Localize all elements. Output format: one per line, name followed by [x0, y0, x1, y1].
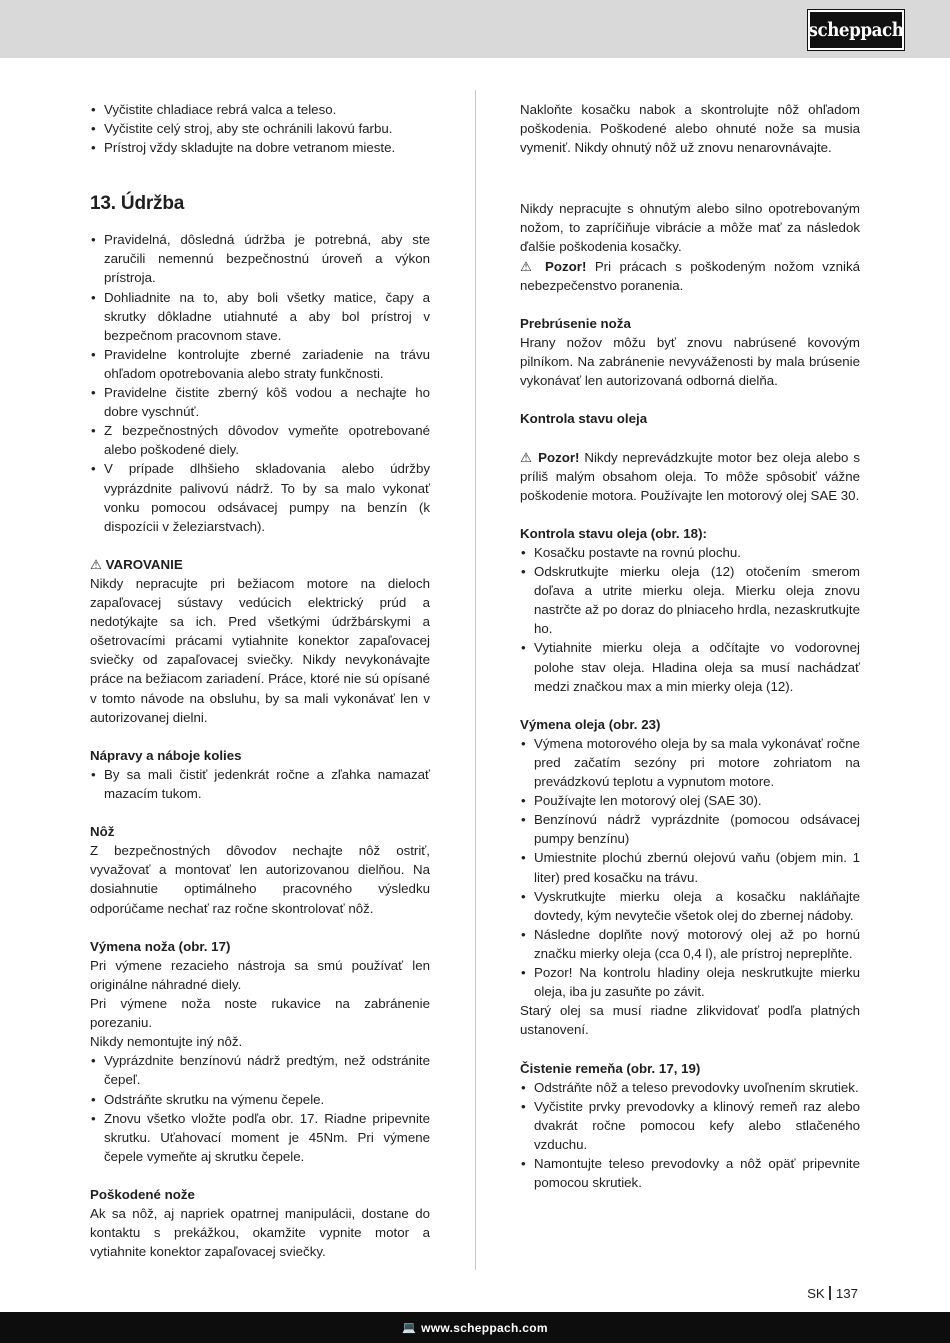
page-number-value: 137: [835, 1286, 858, 1301]
header-bar: [0, 0, 950, 58]
list-item: • Pravidelne čistite zberný kôš vodou a nechajte ho dobre vyschnúť.: [90, 383, 430, 421]
section-title-damaged-blades: Poškodené nože: [90, 1186, 195, 1202]
list-item: • Odskrutkujte mierku oleja (12) otočením smerom doľava a utrite mierku oleja. Mierku oleja znovu nastrčte až po doraz do plniaceho hrdla, nezaskrutkujte ho.: [520, 562, 860, 638]
computer-icon: 💻: [402, 1322, 417, 1334]
section-title-blade: Nôž: [90, 824, 115, 840]
footer-bar: [0, 1312, 950, 1343]
paragraph: Pri výmene noža noste rukavice na zabránenie porezaniu.: [90, 996, 430, 1031]
oil-caution-paragraph: [520, 448, 860, 505]
warning-title: VAROVANIE: [105, 556, 183, 572]
section-title-axles: Nápravy a náboje kolies: [90, 747, 242, 763]
section-title-oil-change: Výmena oleja (obr. 23): [520, 716, 661, 732]
bent-text: Nikdy nepracujte s ohnutým alebo silno opotrebovaným nožom, to zapríčiňuje vibrácie a môže mať za následok ďalšie poškodenia kosačky.: [520, 201, 860, 255]
list-item: • Prístroj vždy skladujte na dobre vetranom mieste.: [90, 138, 430, 157]
separator: [829, 1286, 831, 1300]
brand-logo-text: scheppach: [808, 19, 904, 41]
list-item: • Kosačku postavte na rovnú plochu.: [520, 543, 860, 562]
warning-heading: [90, 555, 430, 574]
caution-text: Pri prácach s poškodeným nožom vzniká nebezpečenstvo poranenia.: [520, 258, 860, 293]
paragraph: Pri výmene rezacieho nástroja sa smú používať len originálne náhradné diely.: [90, 957, 430, 992]
list-item: • Odstráňte nôž a teleso prevodovky uvoľnením skrutiek.: [520, 1078, 860, 1097]
list-item: • Vytiahnite mierku oleja a odčítajte vo vodorovnej polohe stav oleja. Hladina oleja sa musí nachádzať medzi značkou max a min mierky oleja (12).: [520, 638, 860, 695]
list-item: • Znovu všetko vložte podľa obr. 17. Riadne pripevnite skrutku. Uťahovací moment je 45Nm. Pri výmene čepele vymeňte aj skrutku čepele.: [90, 1109, 430, 1166]
maintenance-list: [90, 230, 430, 536]
section-title-belt: Čistenie remeňa (obr. 17, 19): [520, 1060, 701, 1076]
list-item: • Následne doplňte nový motorový olej až po hornú značku mierky oleja (cca 0,4 l), ale prístroj nepreplňte.: [520, 925, 860, 963]
caution-paragraph: [520, 257, 860, 295]
intro-list: [90, 100, 430, 157]
list-item: • Vyprázdnite benzínovú nádrž predtým, než odstránite čepeľ.: [90, 1051, 430, 1089]
language-code: SK: [807, 1286, 825, 1301]
section-title-sharpen: Prebrúsenie noža: [520, 315, 631, 331]
list-item: • Pravidelne kontrolujte zberné zariadenie na trávu ohľadom opotrebovania alebo straty funkčnosti.: [90, 345, 430, 383]
warning-icon: ⚠: [520, 258, 537, 274]
paragraph: Nikdy nemontujte iný nôž.: [90, 1034, 243, 1050]
caution-label: Pozor!: [538, 449, 580, 465]
list-item: • Vyskrutkujte mierku oleja a kosačku nakláňajte dovtedy, kým nevytečie všetok olej do zbernej nádoby.: [520, 887, 860, 925]
list-item: • Používajte len motorový olej (SAE 30).: [520, 791, 860, 810]
list-item: • Benzínovú nádrž vyprázdnite (pomocou odsávacej pumpy benzínu): [520, 810, 860, 848]
list-item: • Odstráňte skrutku na výmenu čepele.: [90, 1090, 430, 1109]
list-item: • Namontujte teleso prevodovky a nôž opäť pripevnite pomocou skrutiek.: [520, 1154, 860, 1192]
belt-list: [520, 1078, 860, 1193]
left-column: [90, 100, 430, 1261]
axles-list: [90, 765, 430, 803]
column-divider: [475, 90, 476, 1270]
warning-icon: ⚠: [90, 556, 102, 572]
section-title-oil-check-fig: Kontrola stavu oleja (obr. 18):: [520, 525, 707, 541]
warning-text: Nikdy nepracujte pri bežiacom motore na dieloch zapaľovacej sústavy vedúcich elektrický prúd a nedotýkajte sa ich. Pred všetkými údržbárskymi a ošetrovacími prácami vytiahnite konektor zapaľovacej sviečky od zapaľovacej sviečky. Nikdy nevykonávajte práce na bežiacom zariadení. Práce, ktoré nie sú opísané v tomto návode na obsluhu, by sa mali vykonávať len v autorizovanej dielni.: [90, 575, 431, 725]
oil-change-list: [520, 734, 860, 1001]
list-item: • By sa mali čistiť jedenkrát ročne a zľahka namazať mazacím tukom.: [90, 765, 430, 803]
chapter-number: 13.: [90, 193, 116, 215]
list-item: • Dohliadnite na to, aby boli všetky matice, čapy a skrutky dôkladne utiahnuté a aby bol prístroj v bezpečnom pracovnom stave.: [90, 288, 430, 345]
list-item: • Vyčistite prvky prevodovky a klinový remeň raz alebo dvakrát ročne pomocou kefy alebo stlačeného vzduchu.: [520, 1097, 860, 1154]
list-item: • Výmena motorového oleja by sa mala vykonávať ročne pred začatím sezóny pri motore zohriatom na prevádzkovú teplotu a vypnutom motore.: [520, 734, 860, 791]
website-link[interactable]: www.scheppach.com: [421, 1320, 548, 1335]
oil-check-list: [520, 543, 860, 696]
brand-logo: [808, 10, 904, 50]
list-item: • Pozor! Na kontrolu hladiny oleja neskrutkujte mierku oleja, iba ju zasuňte po závit.: [520, 963, 860, 1001]
intro-text: Nakloňte kosačku nabok a skontrolujte nôž ohľadom poškodenia. Poškodené alebo ohnuté nože sa musia vymeniť. Nikdy ohnutý nôž už znovu nenarovnávajte.: [520, 102, 860, 156]
blade-text: Z bezpečnostných dôvodov nechajte nôž ostriť, vyvažovať a montovať len autorizovanou dielňou. Na dosiahnutie optimálneho pracovného výsledku odporúčame nechať raz ročne skontrolovať nôž.: [90, 843, 430, 916]
section-title-oil-check: Kontrola stavu oleja: [520, 411, 648, 427]
right-column: [520, 100, 860, 1192]
caution-label: Pozor!: [545, 258, 587, 274]
oil-disposal-text: Starý olej sa musí riadne zlikvidovať podľa platných ustanovení.: [520, 1003, 860, 1038]
page-number: [807, 1286, 858, 1301]
list-item: • Umiestnite plochú zbernú olejovú vaňu (objem min. 1 liter) pred kosačku na trávu.: [520, 848, 860, 886]
list-item: • Z bezpečnostných dôvodov vymeňte opotrebované alebo poškodené diely.: [90, 421, 430, 459]
damaged-text: Ak sa nôž, aj napriek opatrnej manipulácii, dostane do kontaktu s prekážkou, okamžite vypnite motor a vytiahnite konektor zapaľovacej sviečky.: [90, 1206, 430, 1260]
list-item: • V prípade dlhšieho skladovania alebo údržby vyprázdnite palivovú nádrž. To by sa malo vykonať vonku pomocou odsávacej pumpy na benzín (k dispozícii v železiarstvach).: [90, 459, 430, 535]
list-item: • Vyčistite celý stroj, aby ste ochránili lakovú farbu.: [90, 119, 430, 138]
chapter-title: Údržba: [120, 193, 185, 215]
oil-caution-text: Nikdy neprevádzkujte motor bez oleja alebo s príliš malým obsahom oleja. To môže spôsobiť vážne poškodenie motora. Používajte len motorový olej SAE 30.: [520, 449, 860, 503]
sharpen-text: Hrany nožov môžu byť znovu nabrúsené kovovým pilníkom. Na zabránenie nevyváženosti by mala brúsenie vykonávať len autorizovaná odborná dielňa.: [520, 334, 860, 389]
list-item: • Pravidelná, dôsledná údržba je potrebná, aby ste zaručili nemennú bezpečnostnú úroveň a výkon prístroja.: [90, 230, 430, 287]
blade-change-list: [90, 1051, 430, 1166]
warning-icon: ⚠: [520, 449, 534, 465]
list-item: • Vyčistite chladiace rebrá valca a teleso.: [90, 100, 430, 119]
chapter-heading: [90, 192, 430, 216]
section-title-blade-change: Výmena noža (obr. 17): [90, 938, 231, 954]
